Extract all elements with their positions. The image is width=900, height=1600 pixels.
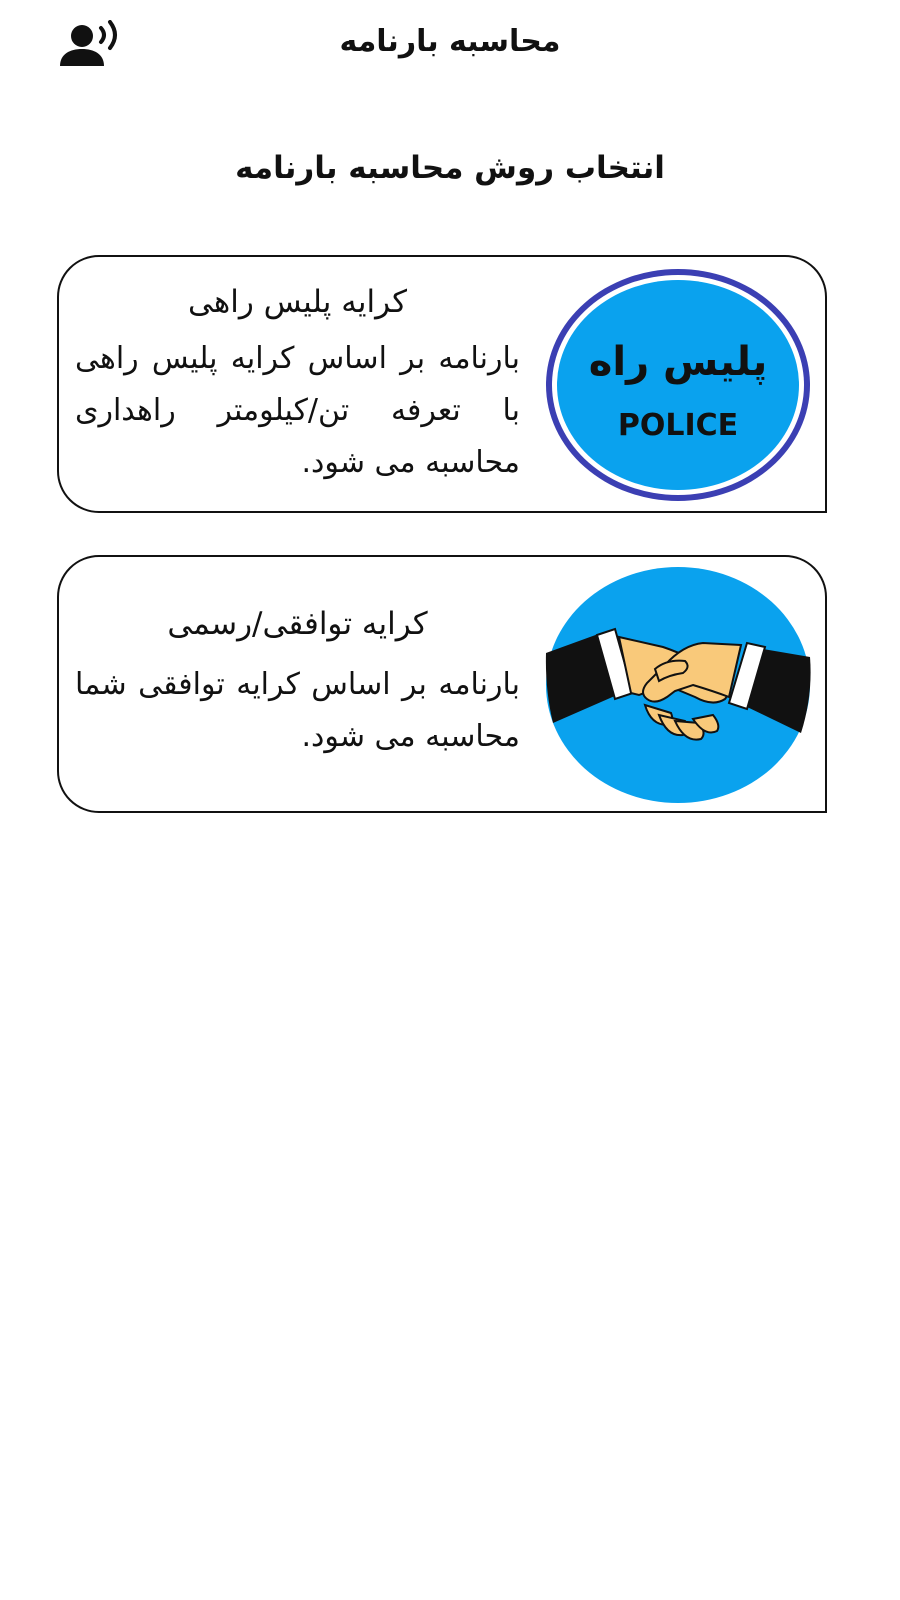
record-voice-icon [58, 20, 124, 72]
option-text [75, 603, 520, 763]
option-card-police-fare[interactable] [57, 255, 827, 513]
police-badge [543, 265, 813, 505]
badge-text: پلیس راه [588, 339, 768, 385]
option-description: بارنامه بر اساس کرایه پلیس راهی با تعرفه تن/کیلومتر راهداری محاسبه می شود. [75, 341, 520, 480]
option-card-agreed-fare[interactable] [57, 555, 827, 813]
option-text [75, 281, 520, 489]
badge-subtext: POLICE [617, 408, 739, 443]
police-badge-icon [543, 265, 813, 505]
handshake-badge [543, 565, 813, 805]
page-title: محاسبه بارنامه [339, 24, 561, 59]
app-header [0, 0, 900, 92]
option-heading: کرایه توافقی/رسمی [167, 606, 428, 642]
option-description: بارنامه بر اساس کرایه توافقی شما محاسبه می شود. [75, 667, 520, 754]
section-title: انتخاب روش محاسبه بارنامه [235, 150, 665, 186]
handshake-icon [543, 565, 813, 805]
voice-button[interactable] [58, 20, 124, 72]
option-heading: کرایه پلیس راهی [188, 284, 407, 320]
